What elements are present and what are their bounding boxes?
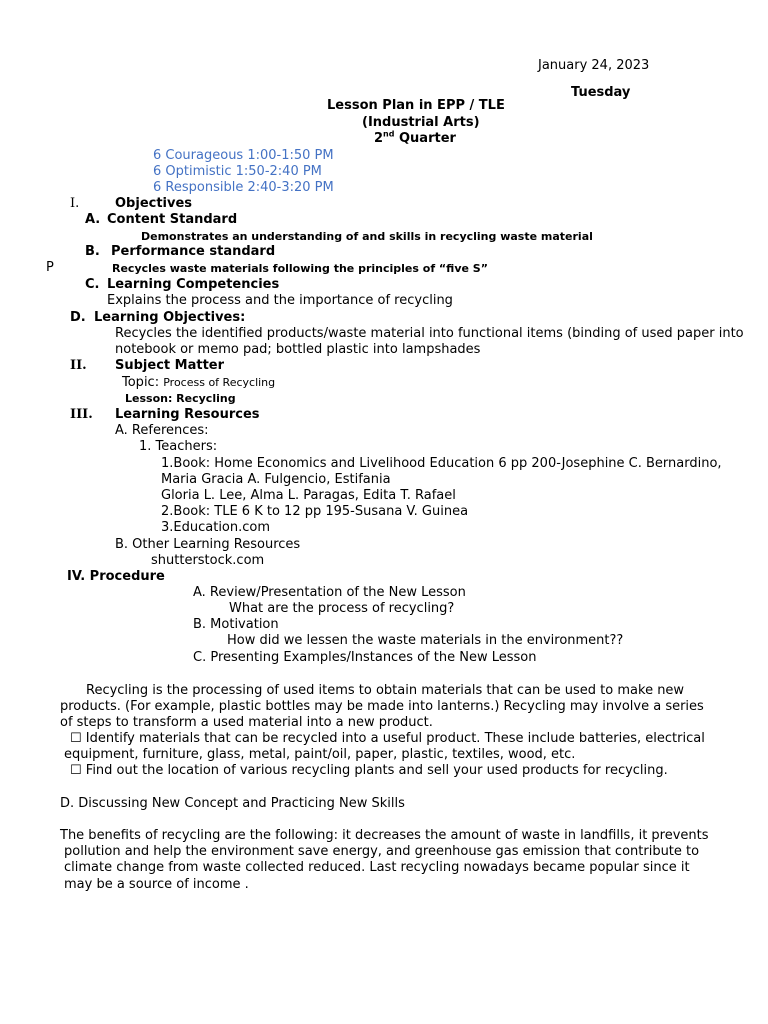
title-line-1: Lesson Plan in EPP / TLE: [327, 98, 505, 113]
section-courageous: 6 Courageous 1:00-1:50 PM: [153, 148, 334, 163]
paragraph-1-line-3: of steps to transform a used material into a new product.: [60, 715, 433, 730]
day: Tuesday: [571, 85, 631, 100]
learning-objectives-num: D.: [70, 310, 86, 325]
section-d-heading: D. Discussing New Concept and Practicing New Skills: [60, 796, 405, 811]
paragraph-2-line-2: pollution and help the environment save energy, and greenhouse gas emission that contribute to: [64, 844, 700, 859]
procedure-c: C. Presenting Examples/Instances of the New Lesson: [193, 650, 537, 665]
resources-num: III.: [70, 407, 93, 422]
performance-standard-text: Recycles waste materials following the principles of “five S”: [112, 262, 488, 275]
subject-matter-title: Subject Matter: [115, 358, 225, 373]
content-standard-text: Demonstrates an understanding of and skills in recycling waste material: [141, 230, 593, 243]
objectives-title: Objectives: [115, 196, 193, 211]
procedure-a: A. Review/Presentation of the New Lesson: [193, 585, 466, 600]
paragraph-1-line-2: products. (For example, plastic bottles may be made into lanterns.) Recycling may involve a series: [60, 699, 704, 714]
competencies-title: Learning Competencies: [107, 277, 280, 292]
competencies-text: Explains the process and the importance of recycling: [107, 293, 453, 308]
bullet-1-line-2: equipment, furniture, glass, metal, paint/oil, paper, plastic, textiles, wood, etc.: [64, 747, 576, 762]
quarter: 2nd Quarter: [374, 129, 456, 146]
paragraph-2-line-4: may be a source of income .: [64, 877, 249, 892]
other-resources-text: shutterstock.com: [151, 553, 265, 568]
procedure-a-question: What are the process of recycling?: [229, 601, 455, 616]
references: A. References:: [115, 423, 209, 438]
objectives-num: I.: [70, 196, 80, 211]
topic: Topic: Process of Recycling: [122, 375, 276, 390]
paragraph-2-line-3: climate change from waste collected reduced. Last recycling nowadays became popular since it: [64, 860, 690, 875]
paragraph-1-line-1: Recycling is the processing of used items to obtain materials that can be used to make new: [86, 683, 685, 698]
stray-letter: P: [46, 260, 54, 275]
learning-objectives-text-1: Recycles the identified products/waste material into functional items (binding of used paper into: [115, 326, 744, 341]
performance-standard-title: Performance standard: [111, 244, 276, 259]
teachers: 1. Teachers:: [139, 439, 218, 454]
section-responsible: 6 Responsible 2:40-3:20 PM: [153, 180, 334, 195]
procedure-b: B. Motivation: [193, 617, 279, 632]
performance-standard-num: B.: [85, 244, 100, 259]
subject-matter-num: II.: [70, 358, 87, 373]
reference-1-line-1: 1.Book: Home Economics and Livelihood Education 6 pp 200-Josephine C. Bernardino,: [161, 456, 722, 471]
other-resources: B. Other Learning Resources: [115, 537, 301, 552]
procedure-title: IV. Procedure: [67, 569, 165, 584]
competencies-num: C.: [85, 277, 100, 292]
learning-objectives-text-2: notebook or memo pad; bottled plastic into lampshades: [115, 342, 481, 357]
content-standard-title: Content Standard: [107, 212, 238, 227]
section-optimistic: 6 Optimistic 1:50-2:40 PM: [153, 164, 322, 179]
reference-3: 3.Education.com: [161, 520, 271, 535]
learning-objectives-title: Learning Objectives:: [94, 310, 246, 325]
procedure-b-question: How did we lessen the waste materials in the environment??: [227, 633, 624, 648]
bullet-2: ☐ Find out the location of various recycling plants and sell your used products for recycling.: [70, 763, 668, 778]
bullet-1-line-1: ☐ Identify materials that can be recycled into a useful product. These include batteries, electrical: [70, 731, 705, 746]
date: January 24, 2023: [538, 58, 650, 73]
resources-title: Learning Resources: [115, 407, 260, 422]
paragraph-2-line-1: The benefits of recycling are the following: it decreases the amount of waste in landfills, it prevents: [60, 828, 709, 843]
content-standard-num: A.: [85, 212, 101, 227]
reference-2: 2.Book: TLE 6 K to 12 pp 195-Susana V. Guinea: [161, 504, 469, 519]
reference-1-line-2: Maria Gracia A. Fulgencio, Estifania: [161, 472, 391, 487]
title-line-2: (Industrial Arts): [362, 115, 480, 130]
lesson: Lesson: Recycling: [125, 392, 236, 405]
reference-1-line-3: Gloria L. Lee, Alma L. Paragas, Edita T. Rafael: [161, 488, 456, 503]
